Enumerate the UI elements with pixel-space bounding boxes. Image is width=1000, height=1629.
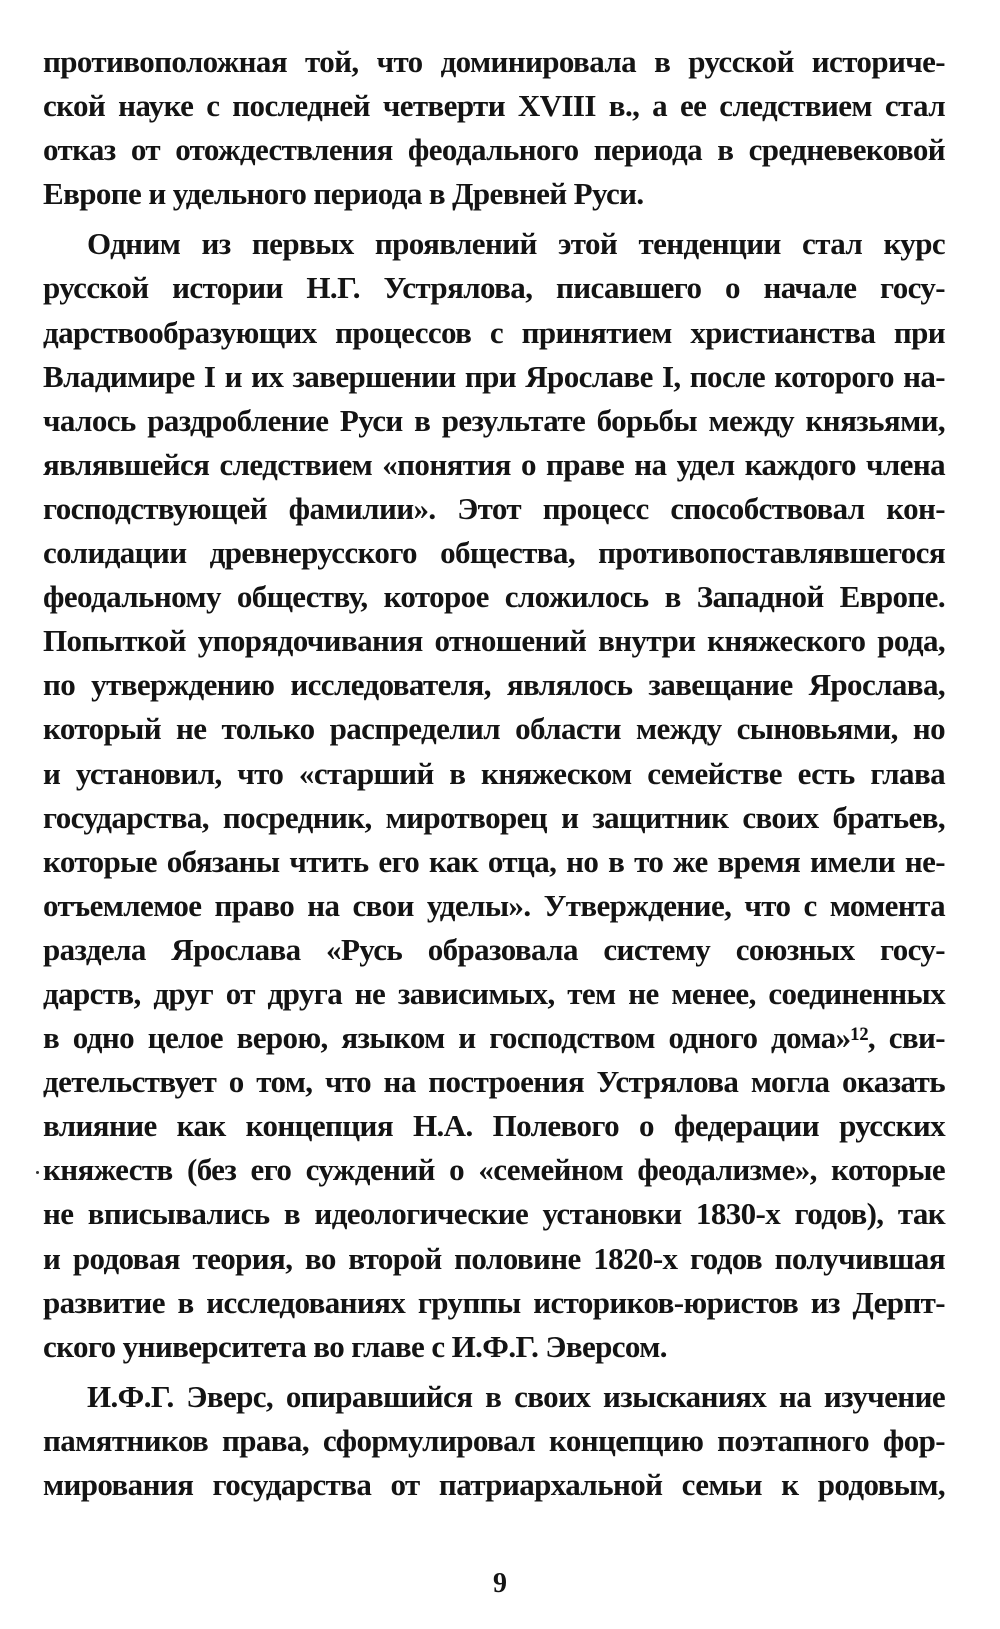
text-line: чалось раздробление Руси в результате борьбы между князьями, <box>43 402 945 438</box>
page-number: 9 <box>493 1568 507 1599</box>
text-line: отказ от отождествления феодального периода в средневековой <box>43 132 945 168</box>
text-line: княжеств (без его суждений о «семейном феодализме», которые <box>43 1152 945 1188</box>
text-line: И.Ф.Г. Эверс, опиравшийся в своих изысканиях на изучение <box>87 1378 945 1414</box>
scan-speck <box>36 1171 39 1174</box>
text-line: государства, посредник, миротворец и защитник своих братьев, <box>43 799 945 835</box>
text-line: являвшейся следствием «понятия о праве на удел каждого члена <box>43 446 945 482</box>
text-line: который не только распределил области между сыновьями, но <box>43 711 945 747</box>
text-line: Владимире I и их завершении при Ярославе I, после которого на- <box>43 358 945 394</box>
text-line: в одно целое верою, языком и господством одного дома»¹², сви- <box>43 1020 945 1056</box>
text-line: ской науке с последней четверти XVIII в., а ее следствием стал <box>43 88 945 124</box>
text-line: Европе и удельного периода в Древней Руси. <box>43 176 644 212</box>
text-line: которые обязаны чтить его как отца, но в то же время имели не- <box>43 843 945 879</box>
text-line: и установил, что «старший в княжеском семействе есть глава <box>43 755 945 791</box>
text-line: Одним из первых проявлений этой тенденции стал курс <box>87 226 945 262</box>
paragraph <box>43 222 945 1368</box>
text-line: раздела Ярослава «Русь образовала систему союзных госу- <box>43 931 945 967</box>
text-line: не вписывались в идеологические установки 1830-х годов), так <box>43 1196 945 1232</box>
text-line: русской истории Н.Г. Устрялова, писавшего о начале госу- <box>43 270 945 306</box>
paragraph <box>43 1375 945 1507</box>
text-line: влияние как концепция Н.А. Полевого о федерации русских <box>43 1108 945 1144</box>
text-line: солидации древнерусского общества, противопоставлявшегося <box>43 535 945 571</box>
text-line: Попыткой упорядочивания отношений внутри княжеского рода, <box>43 623 945 659</box>
text-line: противоположная той, что доминировала в русской историче- <box>43 44 945 79</box>
page-body <box>43 40 945 1507</box>
text-line: дарствообразующих процессов с принятием христианства при <box>43 314 945 350</box>
text-line: по утверждению исследователя, являлось завещание Ярослава, <box>43 667 945 703</box>
text-line: господствующей фамилии». Этот процесс способствовал кон- <box>43 490 945 526</box>
text-line: дарств, друг от друга не зависимых, тем не менее, соединенных <box>43 975 945 1011</box>
text-line: мирования государства от патриархальной семьи к родовым, <box>43 1467 945 1502</box>
text-line: и родовая теория, во второй половине 1820-х годов получившая <box>43 1240 945 1276</box>
text-line: детельствует о том, что на построения Устрялова могла оказать <box>43 1064 945 1100</box>
text-line: ского университета во главе с И.Ф.Г. Эверсом. <box>43 1328 667 1364</box>
text-line: отъемлемое право на свои уделы». Утверждение, что с момента <box>43 887 945 923</box>
text-line: развитие в исследованиях группы историков-юристов из Дерпт- <box>43 1284 945 1320</box>
text-line: феодальному обществу, которое сложилось в Западной Европе. <box>43 579 945 615</box>
text-line: памятников права, сформулировал концепцию поэтапного фор- <box>43 1422 945 1458</box>
paragraph <box>43 40 945 216</box>
